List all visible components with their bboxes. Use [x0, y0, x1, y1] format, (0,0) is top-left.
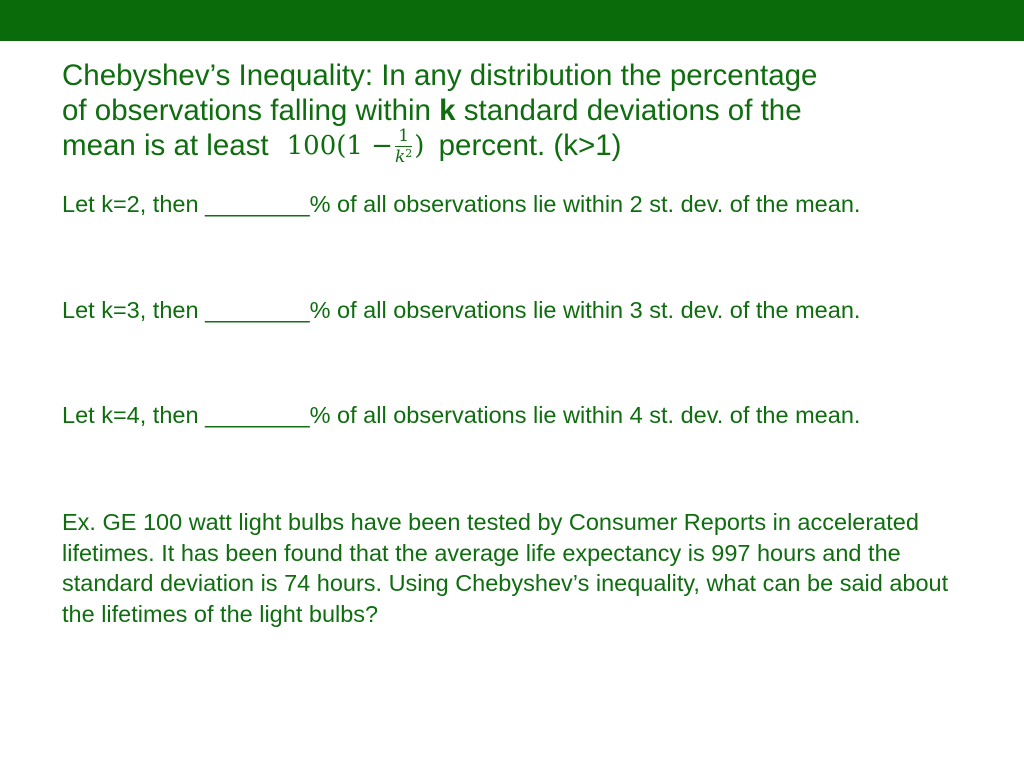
formula-exponent: 2 — [405, 147, 413, 161]
title-line-3-suffix: percent. (k>1) — [430, 129, 622, 162]
formula-fraction — [395, 128, 412, 166]
example-problem: Ex. GE 100 watt light bulbs have been tested by Consumer Reports in accelerated lifetimes. It has been found that the average life expectancy is 997 hours and the standard deviation is 74 hours. Using Chebyshev’s inequality, what can be said about the lifetimes of the light bulbs? — [62, 509, 949, 627]
title-line-2 — [62, 93, 962, 128]
formula-lead: 100(1 − — [286, 131, 393, 162]
title-line-2-suffix: standard deviations of the — [455, 94, 802, 127]
question-k2: Let k=2, then ________% of all observations lie within 2 st. dev. of the mean. — [62, 191, 861, 217]
slide-title — [62, 58, 962, 166]
formula-denominator-base: k — [394, 147, 406, 168]
formula-denominator — [395, 147, 412, 166]
chebyshev-formula — [287, 128, 425, 166]
formula-numerator: 1 — [395, 128, 412, 147]
title-k-bold: k — [439, 94, 456, 127]
header-accent-bar — [0, 0, 1024, 41]
question-k4: Let k=4, then ________% of all observations lie within 4 st. dev. of the mean. — [62, 402, 861, 428]
title-line-3-prefix: mean is at least — [62, 129, 269, 162]
title-line-2-prefix: of observations falling within — [62, 94, 440, 127]
title-line-3 — [62, 128, 962, 166]
formula-close: ) — [414, 131, 425, 162]
question-k3: Let k=3, then ________% of all observations lie within 3 st. dev. of the mean. — [62, 297, 861, 323]
title-line-1: Chebyshev’s Inequality: In any distribution the percentage — [62, 59, 818, 92]
